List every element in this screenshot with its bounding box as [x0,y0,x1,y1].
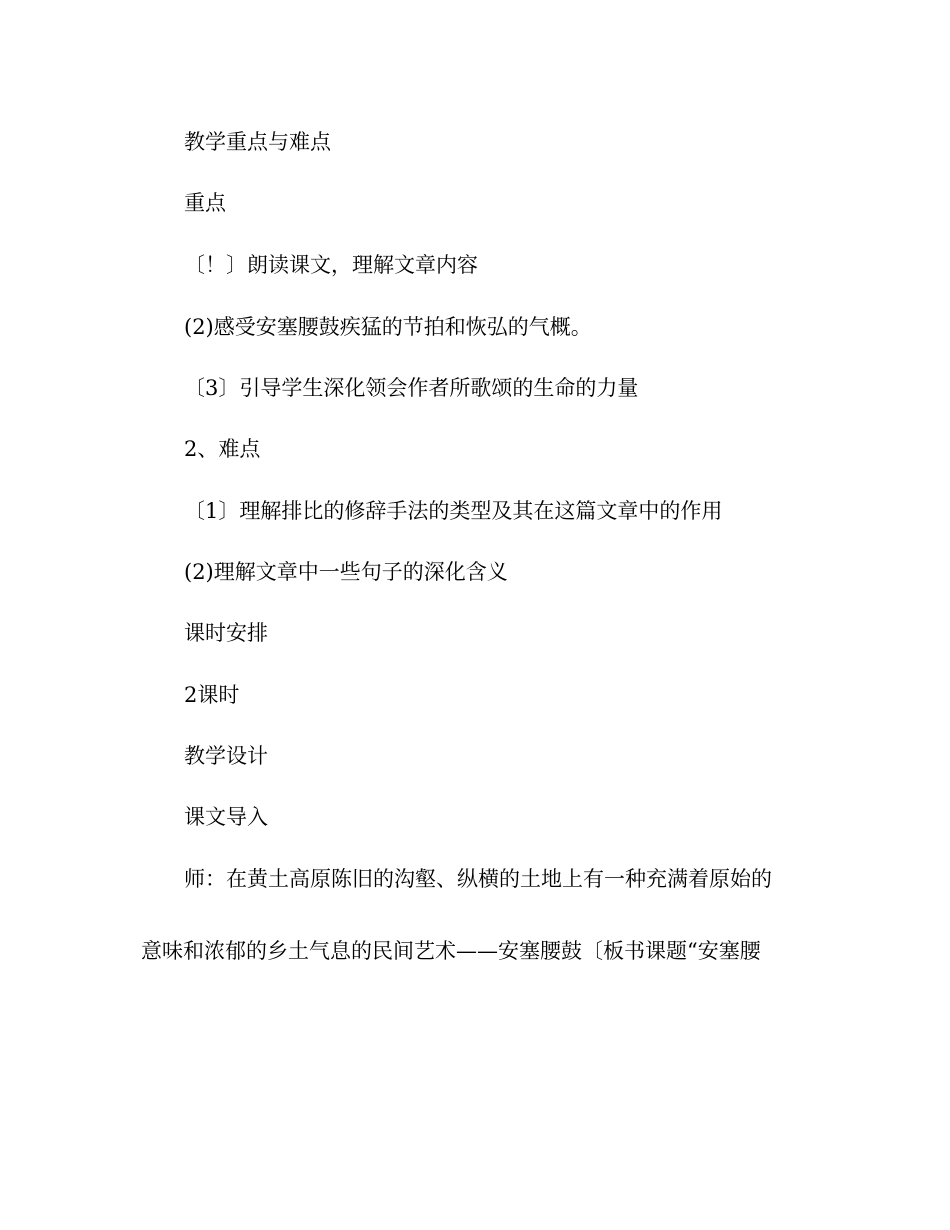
focus-item-2: (2)感受安塞腰鼓疾猛的节拍和恢弘的气概。 [184,315,592,339]
difficulty-item-1: 〔1〕理解排比的修辞手法的类型及其在这篇文章中的作用 [184,499,723,523]
subheading-introduction: 课文导入 [184,805,268,829]
subheading-difficulty: 2、难点 [184,437,261,461]
paragraph-line-1: 师：在黄土高原陈旧的沟壑、纵横的土地上有一种充满着原始的 [184,867,772,891]
difficulty-item-2: (2)理解文章中一些句子的深化含义 [184,560,508,584]
heading-teaching-design: 教学设计 [184,744,268,768]
focus-item-1: 〔！〕朗读课文，理解文章内容 [184,253,478,277]
focus-item-3: 〔3〕引导学生深化领会作者所歌颂的生命的力量 [184,376,639,400]
subheading-focus: 重点 [184,191,226,215]
heading-teaching-focus: 教学重点与难点 [184,130,331,154]
paragraph-line-2: 意味和浓郁的乡土气息的民间艺术——安塞腰鼓〔板书课题“安塞腰 [141,939,761,963]
heading-schedule: 课时安排 [184,621,268,645]
schedule-value: 2课时 [184,683,240,707]
